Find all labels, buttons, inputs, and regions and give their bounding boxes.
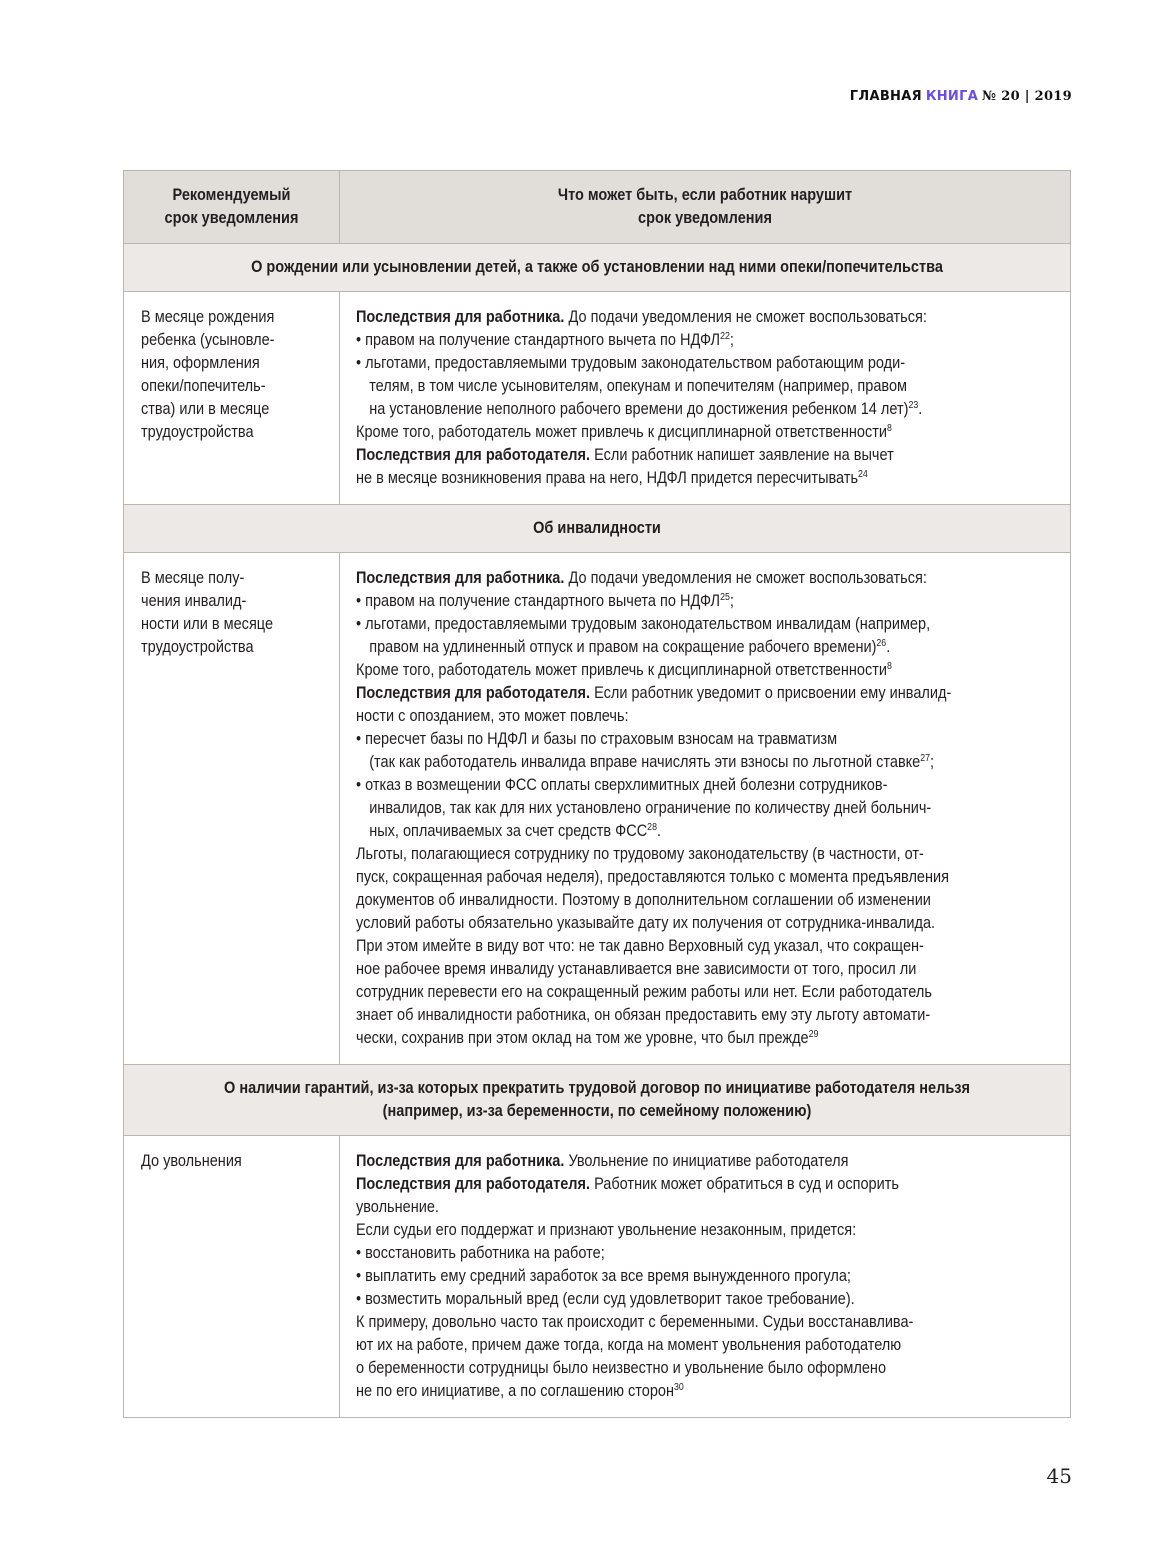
text-line: пуск, сокращенная рабочая неделя), предоставляются только с момента предъявления (356, 868, 949, 886)
section-title-text: О рождении или усыновлении детей, а также об установлении над ними опеки/попечительства (251, 258, 943, 276)
table-row (124, 292, 1071, 505)
bold-label: Последствия для работника. (356, 308, 565, 326)
text-line: ности с опозданием, это может повлечь: (356, 707, 629, 725)
footnote-ref: 22 (720, 331, 730, 342)
text-line: Последствия для работника. До подачи уведомления не сможет воспользоваться: (356, 308, 927, 326)
section-band-disability (124, 505, 1071, 553)
deadline-text: чения инвалид- (141, 592, 247, 610)
text-line: • выплатить ему средний заработок за все время вынужденного прогула; (356, 1267, 851, 1285)
footnote-ref: 25 (720, 592, 730, 603)
brand-name-part2: КНИГА (925, 89, 979, 104)
text-line: правом на удлиненный отпуск и правом на сокращение рабочего времени)$^{26}$. (369, 638, 891, 656)
issue-number: № 20 | 2019 (981, 89, 1072, 104)
deadline-text: трудоустройства (141, 423, 254, 441)
text-line: увольнение. (356, 1198, 439, 1216)
footnote-ref: 30 (674, 1382, 684, 1393)
bold-label: Последствия для работодателя. (356, 446, 591, 464)
text-line: ное рабочее время инвалиду устанавливается вне зависимости от того, просил ли (356, 960, 917, 978)
page-number: 45 (1046, 1464, 1072, 1488)
text-line: Последствия для работодателя. Если работник напишет заявление на вычет (356, 446, 894, 464)
deadline-cell (124, 292, 340, 505)
text-line: о беременности сотрудницы было неизвестно и увольнение было оформлено (356, 1359, 887, 1377)
text-line: знает об инвалидности работника, он обязан предоставить ему эту льготу автомати- (356, 1006, 931, 1024)
text-line: условий работы обязательно указывайте дату их получения от сотрудника-инвалида. (356, 914, 936, 932)
footnote-ref: 28 (647, 822, 657, 833)
section-title-text: (например, из-за беременности, по семейному положению) (382, 1102, 812, 1120)
text-line: Последствия для работодателя. Если работник уведомит о присвоении ему инвалид- (356, 684, 952, 702)
text-line: Льготы, полагающиеся сотруднику по трудовому законодательству (в частности, от- (356, 845, 924, 863)
deadline-text: трудоустройства (141, 638, 254, 656)
section-band-birth (124, 244, 1071, 292)
header-text: Рекомендуемый (172, 186, 291, 204)
text-line: • восстановить работника на работе; (356, 1244, 605, 1262)
consequences-cell (340, 553, 1071, 1065)
text-line: • правом на получение стандартного вычета по НДФЛ$^{25}$; (356, 592, 734, 610)
text-line: • возместить моральный вред (если суд удовлетворит такое требование). (356, 1290, 855, 1308)
text-line: • правом на получение стандартного вычета по НДФЛ$^{22}$; (356, 331, 734, 349)
bold-label: Последствия для работодателя. (356, 1175, 591, 1193)
footnote-ref: 29 (808, 1029, 819, 1040)
section-title (124, 505, 1071, 553)
footnote-ref: 24 (858, 469, 868, 480)
text-line: не в месяце возникновения права на него, НДФЛ придется пересчитывать$^{24}$ (356, 469, 868, 487)
text-line: Если судьи его поддержат и признают увольнение незаконным, придется: (356, 1221, 857, 1239)
bold-label: Последствия для работника. (356, 1152, 565, 1170)
brand-name-part1: ГЛАВНАЯ (849, 89, 922, 104)
text-line: Последствия для работодателя. Работник может обратиться в суд и оспорить (356, 1175, 899, 1193)
text-line: • льготами, предоставляемыми трудовым законодательством инвалидам (например, (356, 615, 931, 633)
deadline-text: ния, оформления (141, 354, 260, 372)
section-title-text: Об инвалидности (533, 519, 661, 537)
column-header-consequences (340, 171, 1071, 244)
text-line: К примеру, довольно часто так происходит с беременными. Судьи восстанавлива- (356, 1313, 914, 1331)
section-title-text: О наличии гарантий, из-за которых прекратить трудовой договор по инициативе работодателя нельзя (224, 1079, 970, 1097)
consequences-cell (340, 292, 1071, 505)
text-line: Последствия для работника. До подачи уведомления не сможет воспользоваться: (356, 569, 927, 587)
footnote-ref: 23 (908, 400, 919, 411)
footnote-ref: 8 (886, 423, 892, 434)
header-text: срок уведомления (638, 209, 772, 227)
text-line: Кроме того, работодатель может привлечь к дисциплинарной ответственности$^8$ (356, 661, 892, 679)
text-line: ют их на работе, причем даже тогда, когда на момент увольнения работодателю (356, 1336, 902, 1354)
table-row (124, 553, 1071, 1065)
text-line: (так как работодатель инвалида вправе начислять эти взносы по льготной ставке$^{27}$; (369, 753, 935, 771)
deadline-text: В месяце рождения (141, 308, 275, 326)
footnote-ref: 27 (920, 753, 931, 764)
notification-deadlines-table (123, 170, 1071, 1418)
text-line: Кроме того, работодатель может привлечь к дисциплинарной ответственности$^8$ (356, 423, 892, 441)
deadline-text: ребенка (усыновле- (141, 331, 275, 349)
deadline-text: ства) или в месяце (141, 400, 270, 418)
consequences-cell (340, 1136, 1071, 1418)
bold-label: Последствия для работника. (356, 569, 565, 587)
deadline-text: До увольнения (141, 1152, 242, 1170)
text-line: документов об инвалидности. Поэтому в дополнительном соглашении об изменении (356, 891, 931, 909)
text-line: • пересчет базы по НДФЛ и базы по страховым взносам на травматизм (356, 730, 838, 748)
bold-label: Последствия для работодателя. (356, 684, 591, 702)
deadline-text: ности или в месяце (141, 615, 274, 633)
section-title (124, 244, 1071, 292)
footnote-ref: 8 (886, 661, 892, 672)
section-title (124, 1065, 1071, 1136)
text-line: При этом имейте в виду вот что: не так давно Верховный суд указал, что сокращен- (356, 937, 924, 955)
text-line: не по его инициативе, а по соглашению сторон$^{30}$ (356, 1382, 684, 1400)
header-text: Что может быть, если работник нарушит (557, 186, 853, 204)
table-row (124, 1136, 1071, 1418)
section-band-guarantees (124, 1065, 1071, 1136)
text-line: ных, оплачиваемых за счет средств ФСС$^{28}$. (369, 822, 662, 840)
text-line: • отказ в возмещении ФСС оплаты сверхлимитных дней болезни сотрудников- (356, 776, 888, 794)
deadline-cell (124, 1136, 340, 1418)
footnote-ref: 26 (876, 638, 887, 649)
header-text: срок уведомления (164, 209, 299, 227)
text-line: Последствия для работника. Увольнение по инициативе работодателя (356, 1152, 849, 1170)
text-line: • льготами, предоставляемыми трудовым законодательством работающим роди- (356, 354, 906, 372)
running-head (850, 88, 1072, 104)
text-line: инвалидов, так как для них установлено ограничение по количеству дней больнич- (369, 799, 932, 817)
text-line: телям, в том числе усыновителям, опекунам и попечителям (например, правом (369, 377, 908, 395)
text-line: на установление неполного рабочего времени до достижения ребенком 14 лет)$^{23}$. (369, 400, 923, 418)
column-header-deadline (124, 171, 340, 244)
text-line: сотрудник перевести его на сокращенный режим работы или нет. Если работодатель (356, 983, 932, 1001)
table-header-row (124, 171, 1071, 244)
deadline-text: В месяце полу- (141, 569, 245, 587)
text-line: чески, сохранив при этом оклад на том же уровне, что был прежде$^{29}$ (356, 1029, 819, 1047)
deadline-cell (124, 553, 340, 1065)
deadline-text: опеки/попечитель- (141, 377, 266, 395)
